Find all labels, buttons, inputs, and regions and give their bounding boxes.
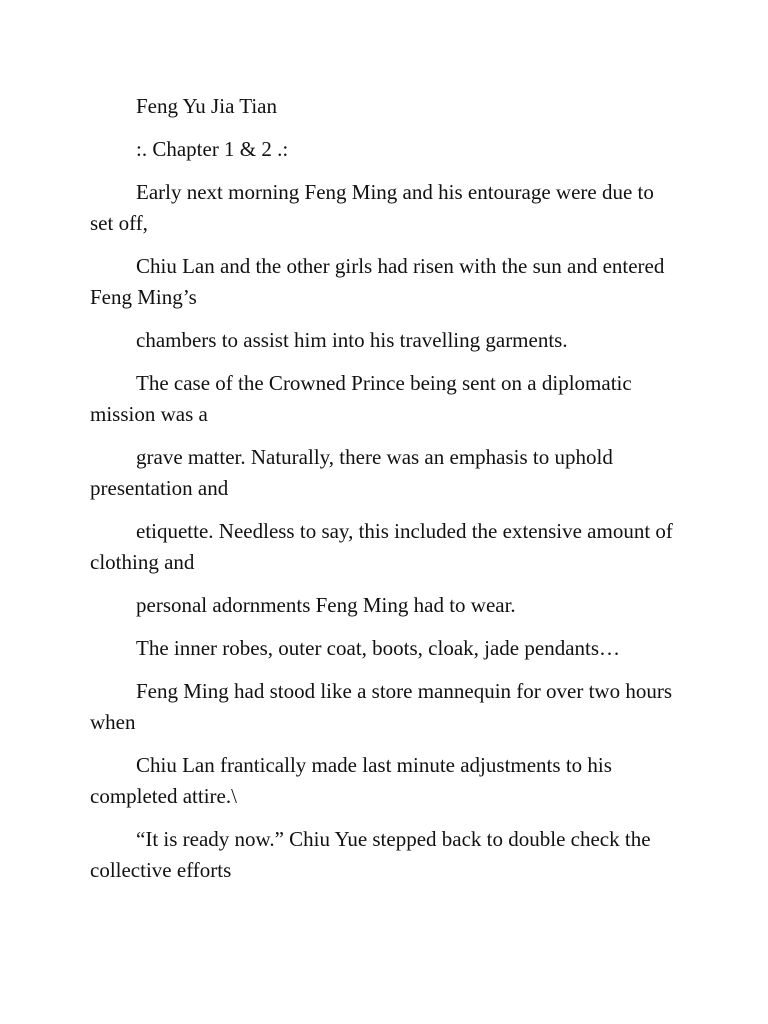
- paragraph: The case of the Crowned Prince being sent on a diplomatic mission was a: [90, 371, 632, 426]
- paragraph: etiquette. Needless to say, this included the extensive amount of clothing and: [90, 519, 673, 574]
- paragraph: Feng Ming had stood like a store mannequin for over two hours when: [90, 679, 672, 734]
- chapter-heading: :. Chapter 1 & 2 .:: [136, 137, 289, 161]
- paragraph: grave matter. Naturally, there was an emphasis to uphold presentation and: [90, 445, 613, 500]
- paragraph: The inner robes, outer coat, boots, cloak, jade pendants…: [136, 636, 621, 660]
- paragraph: “It is ready now.” Chiu Yue stepped back to double check the collective efforts: [90, 827, 651, 882]
- paragraph: Early next morning Feng Ming and his entourage were due to set off,: [90, 180, 654, 235]
- paragraph: Chiu Lan frantically made last minute adjustments to his completed attire.\: [90, 753, 612, 808]
- document-body: [90, 91, 680, 898]
- paragraph: personal adornments Feng Ming had to wear.: [136, 593, 516, 617]
- paragraph: chambers to assist him into his travelling garments.: [136, 328, 568, 352]
- document-title: Feng Yu Jia Tian: [136, 94, 278, 118]
- paragraph: Chiu Lan and the other girls had risen with the sun and entered Feng Ming’s: [90, 254, 665, 309]
